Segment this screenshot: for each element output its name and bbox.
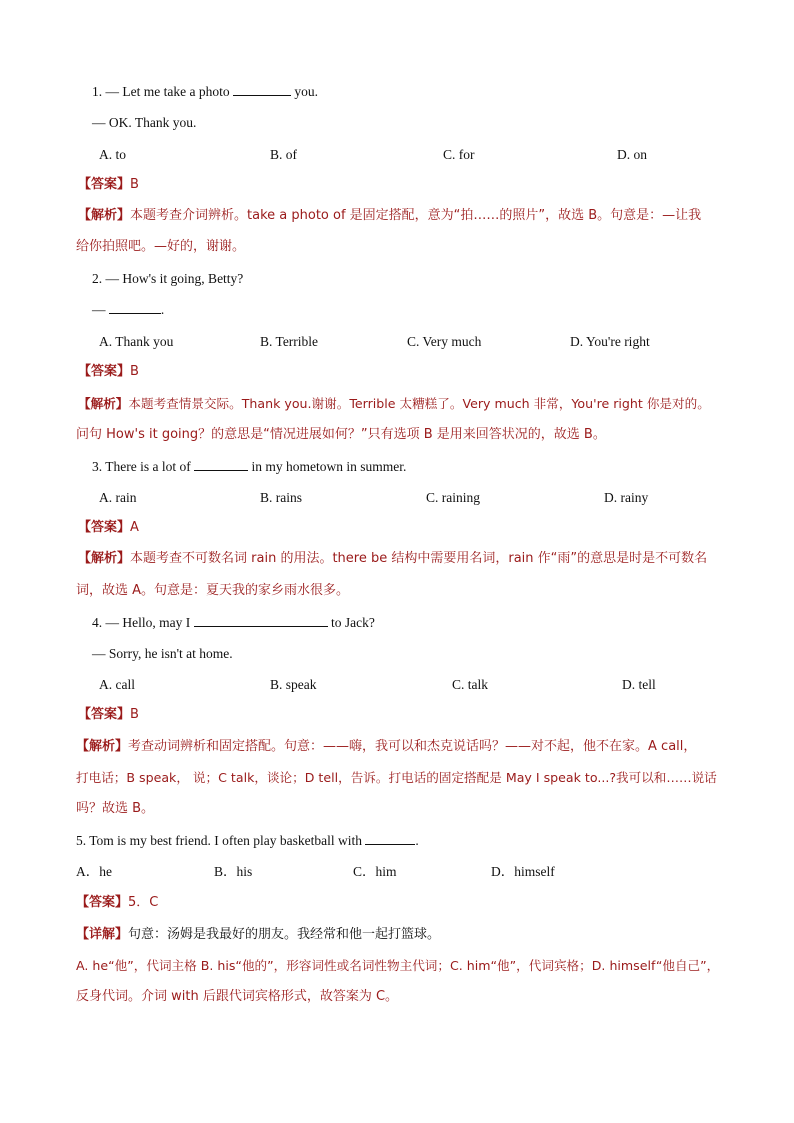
answer-value: B	[130, 364, 139, 379]
q5-option-c: C．him	[353, 864, 397, 879]
q4-option-a: A. call	[99, 677, 135, 692]
q2-analysis-line-2: 问句 How's it going？的意思是“情况进展如何？”只有选项 B 是用来回答状况的，故选 B。	[76, 427, 606, 442]
q1-blank	[233, 83, 291, 96]
answer-tag: 【答案】	[78, 364, 131, 379]
analysis-text: 考查动词辨析和固定搭配。句意：——嗨，我可以和杰克说话吗？——对不起，他不在家。A call，	[128, 739, 697, 754]
analysis-tag: 【解析】	[78, 396, 129, 411]
q5-answer	[76, 894, 158, 912]
q2-reply	[92, 301, 164, 319]
q4-stem	[92, 614, 375, 632]
analysis-text: 本题考查不可数名词 rain 的用法。there be 结构中需要用名词，rain 作“雨”的意思是时是不可数名	[130, 551, 708, 566]
q2-blank	[109, 301, 161, 314]
q5-detail-line-2: A. he“他”，代词主格 B. his“他的”，形容词性或名词性物主代词；C. him“他”，代词宾格；D. himself“他自己”，	[76, 958, 720, 973]
q1-stem-end: you.	[294, 84, 318, 99]
q4-answer	[78, 706, 139, 724]
q5-stem-end: .	[415, 833, 419, 848]
detail-tag: 【详解】	[76, 927, 129, 942]
answer-value: A	[130, 520, 139, 535]
answer-tag: 【答案】	[78, 707, 131, 722]
q1-option-a: A. to	[99, 147, 126, 162]
q4-analysis-line-1	[76, 738, 696, 756]
q1-analysis-line-2: 给你拍照吧。—好的，谢谢。	[76, 239, 246, 254]
q3-analysis-line-2: 词，故选 A。句意是：夏天我的家乡雨水很多。	[76, 583, 350, 598]
analysis-tag: 【解析】	[78, 208, 131, 223]
answer-tag: 【答案】	[78, 177, 131, 192]
q2-reply-dash: —	[92, 302, 106, 317]
q4-analysis-line-3: 吗？故选 B。	[76, 801, 155, 816]
q2-option-d: D. You're right	[570, 334, 650, 349]
q2-option-a: A. Thank you	[99, 334, 174, 349]
q3-option-c: C. raining	[426, 490, 480, 505]
answer-value: 5．C	[128, 895, 159, 910]
analysis-tag: 【解析】	[78, 551, 131, 566]
q3-option-b: B. rains	[260, 490, 302, 505]
analysis-text: 本题考查介词辨析。take a photo of 是固定搭配，意为“拍……的照片”，故选 B。句意是：—让我	[130, 208, 702, 223]
q3-option-d: D. rainy	[604, 490, 649, 505]
q4-reply: — Sorry, he isn't at home.	[92, 646, 233, 661]
q4-analysis-line-2: 打电话；B speak， 说；C talk，谈论；D tell，告诉。打电话的固定搭配是 May I speak to...?我可以和……说话	[76, 770, 717, 785]
q5-detail-line-1	[76, 926, 440, 944]
q5-option-d: D．himself	[491, 864, 555, 879]
q2-option-b: B. Terrible	[260, 334, 319, 349]
q4-option-b: B. speak	[270, 677, 317, 692]
q3-option-a: A. rain	[99, 490, 137, 505]
q3-analysis-line-1	[78, 550, 707, 568]
answer-value: B	[130, 177, 139, 192]
q5-option-a: A．he	[76, 864, 112, 879]
q1-analysis-line-1	[78, 207, 701, 225]
q1-option-d: D. on	[617, 147, 647, 162]
q2-reply-period: .	[160, 302, 165, 317]
q2-answer	[78, 363, 139, 381]
q5-blank	[365, 832, 415, 845]
q1-stem	[92, 83, 318, 101]
q5-option-b: B．his	[214, 864, 253, 879]
q2-stem: 2. — How's it going, Betty?	[92, 271, 244, 286]
q1-answer	[78, 176, 139, 194]
q1-reply: — OK. Thank you.	[92, 115, 197, 130]
q2-option-c: C. Very much	[407, 334, 482, 349]
q2-analysis-line-1	[78, 395, 710, 413]
q1-stem-text: 1. — Let me take a photo	[92, 84, 230, 99]
q5-stem-text: 5. Tom is my best friend. I often play basketball with	[76, 833, 363, 848]
q4-option-c: C. talk	[452, 677, 488, 692]
answer-tag: 【答案】	[76, 895, 129, 910]
q4-stem-text: 4. — Hello, may I	[92, 615, 191, 630]
detail-text: 句意：汤姆是我最好的朋友。我经常和他一起打篮球。	[128, 927, 441, 942]
q4-option-d: D. tell	[622, 677, 656, 692]
answer-tag: 【答案】	[78, 520, 131, 535]
analysis-text: 本题考查情景交际。Thank you.谢谢。Terrible 太糟糕了。Very much 非常，You're right 你是对的。	[128, 396, 710, 411]
q3-answer	[78, 519, 139, 537]
q3-stem	[92, 458, 406, 476]
q3-blank	[194, 458, 248, 471]
q4-blank	[194, 614, 328, 627]
q1-option-b: B. of	[270, 147, 297, 162]
answer-value: B	[130, 707, 139, 722]
q5-stem	[76, 832, 419, 850]
q3-stem-end: in my hometown in summer.	[251, 459, 407, 474]
q1-option-c: C. for	[443, 147, 475, 162]
analysis-tag: 【解析】	[76, 739, 129, 754]
q5-detail-line-3: 反身代词。介词 with 后跟代词宾格形式，故答案为 C。	[76, 989, 399, 1004]
q3-stem-text: 3. There is a lot of	[92, 459, 191, 474]
q4-stem-end: to Jack?	[330, 615, 375, 630]
